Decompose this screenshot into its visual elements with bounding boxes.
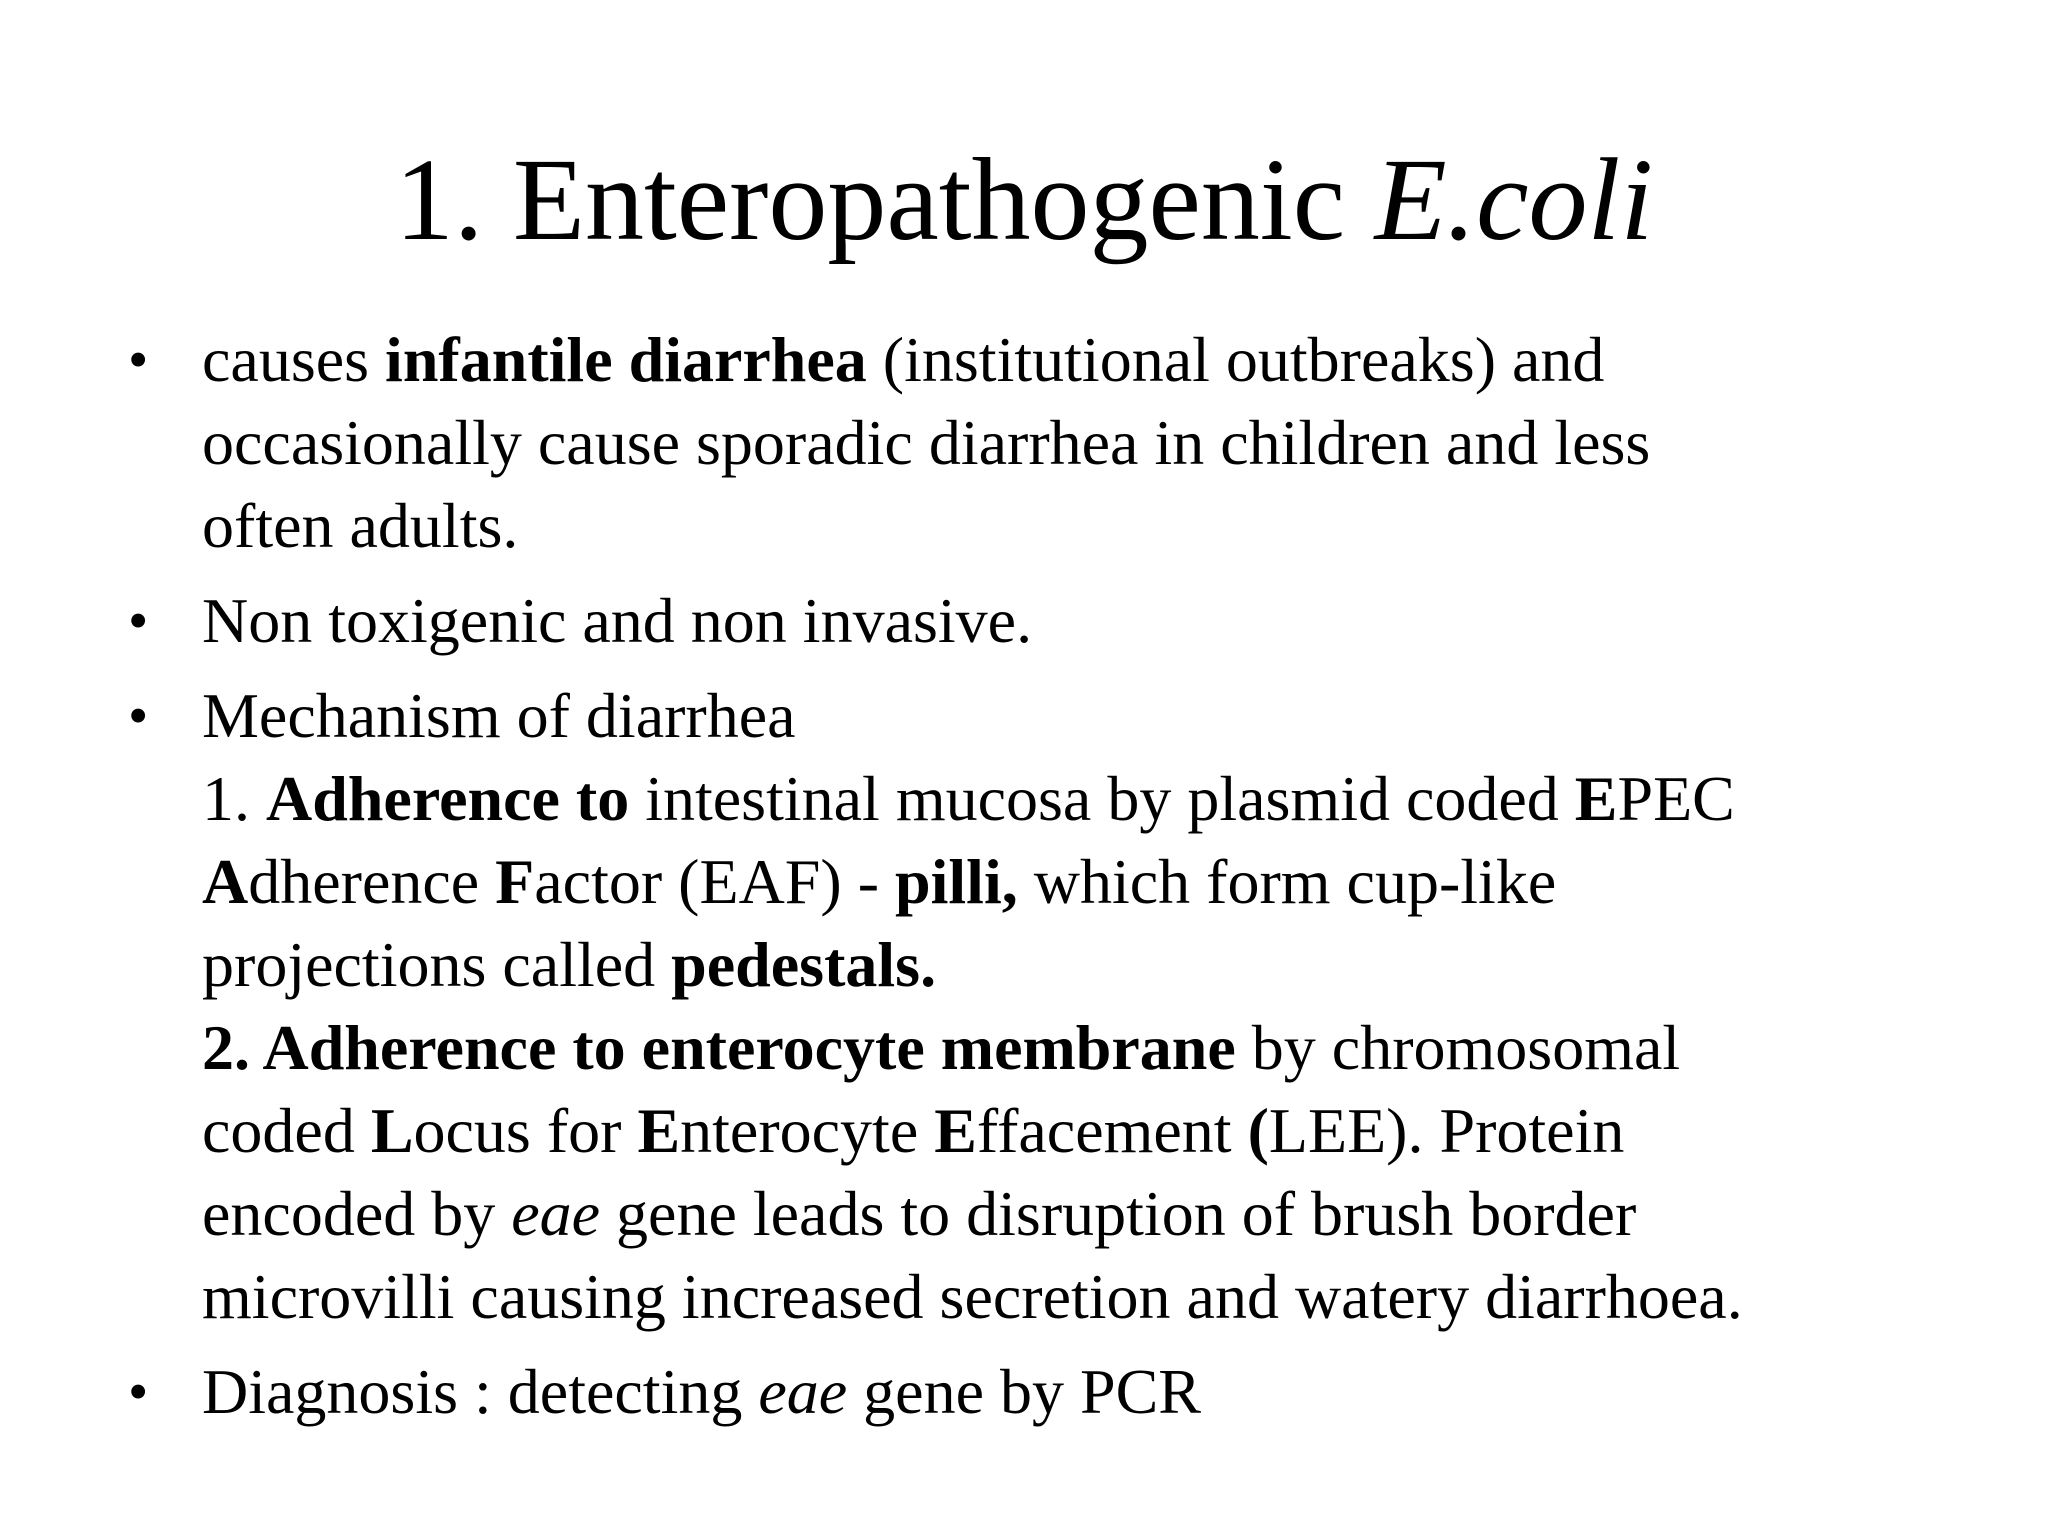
bullet-line bbox=[202, 674, 2000, 757]
text-run: Diagnosis : detecting bbox=[202, 1356, 759, 1427]
bullet-dot-icon: • bbox=[128, 683, 149, 748]
text-run: Mechanism of diarrhea bbox=[202, 680, 796, 751]
text-run: which form cup-like bbox=[1017, 846, 1557, 917]
bullet-line bbox=[202, 1006, 2000, 1089]
text-run: causes bbox=[202, 324, 386, 395]
bold-text: pedestals. bbox=[671, 929, 937, 1000]
italic-text: eae bbox=[511, 1178, 601, 1249]
text-run: projections called bbox=[202, 929, 672, 1000]
bullet-item bbox=[120, 579, 2000, 662]
text-run: dherence bbox=[248, 846, 496, 917]
bullet-line bbox=[202, 1089, 2000, 1172]
bullet-item bbox=[120, 674, 2000, 1338]
bullet-line bbox=[202, 1350, 2000, 1433]
bold-text: Adherence to bbox=[266, 763, 630, 834]
bold-text: E bbox=[637, 1095, 681, 1166]
slide-title bbox=[0, 130, 2048, 270]
text-run: Non toxigenic and non invasive. bbox=[202, 585, 1033, 656]
bullet-line bbox=[202, 1172, 2000, 1255]
bullet-line bbox=[202, 579, 2000, 662]
bullet-list bbox=[120, 318, 2000, 1445]
text-run: often adults. bbox=[202, 490, 519, 561]
bold-text: E bbox=[1574, 763, 1618, 834]
title-italic-text: E.coli bbox=[1374, 134, 1654, 265]
text-run: ocus for bbox=[413, 1095, 638, 1166]
text-run: gene by PCR bbox=[847, 1356, 1201, 1427]
bullet-dot-icon: • bbox=[128, 327, 149, 392]
bold-text: pilli, bbox=[895, 846, 1018, 917]
title-text: 1. Enteropathogenic bbox=[394, 134, 1375, 265]
bullet-line bbox=[202, 484, 2000, 567]
bold-text: E bbox=[934, 1095, 977, 1166]
text-run: actor (EAF) - bbox=[534, 846, 895, 917]
bullet-line bbox=[202, 318, 2000, 401]
bullet-item bbox=[120, 1350, 2000, 1433]
text-run: encoded by bbox=[202, 1178, 512, 1249]
text-run: coded bbox=[202, 1095, 371, 1166]
bold-text: infantile diarrhea bbox=[385, 324, 867, 395]
bold-text: A bbox=[202, 846, 249, 917]
bullet-line bbox=[202, 401, 2000, 484]
bold-text: ( bbox=[1247, 1095, 1269, 1166]
text-run: ffacement bbox=[976, 1095, 1248, 1166]
text-run: nterocyte bbox=[680, 1095, 935, 1166]
bullet-dot-icon: • bbox=[128, 588, 149, 653]
text-run: intestinal mucosa by plasmid coded bbox=[629, 763, 1575, 834]
text-run: 1. bbox=[202, 763, 266, 834]
bold-text: F bbox=[495, 846, 535, 917]
text-run: LEE). Protein bbox=[1268, 1095, 1625, 1166]
bullet-item bbox=[120, 318, 2000, 567]
text-run: gene leads to disruption of brush border bbox=[600, 1178, 1637, 1249]
bullet-line bbox=[202, 1255, 2000, 1338]
text-run: PEC bbox=[1617, 763, 1735, 834]
bold-text: L bbox=[370, 1095, 414, 1166]
text-run: by chromosomal bbox=[1235, 1012, 1681, 1083]
text-run: occasionally cause sporadic diarrhea in children and less bbox=[202, 407, 1651, 478]
bullet-line bbox=[202, 840, 2000, 923]
bullet-dot-icon: • bbox=[128, 1359, 149, 1424]
bullet-line bbox=[202, 923, 2000, 1006]
italic-text: eae bbox=[758, 1356, 848, 1427]
bold-text: 2. Adherence to enterocyte membrane bbox=[202, 1012, 1236, 1083]
text-run: microvilli causing increased secretion and watery diarrhoea. bbox=[202, 1261, 1743, 1332]
bullet-line bbox=[202, 757, 2000, 840]
text-run: (institutional outbreaks) and bbox=[866, 324, 1605, 395]
